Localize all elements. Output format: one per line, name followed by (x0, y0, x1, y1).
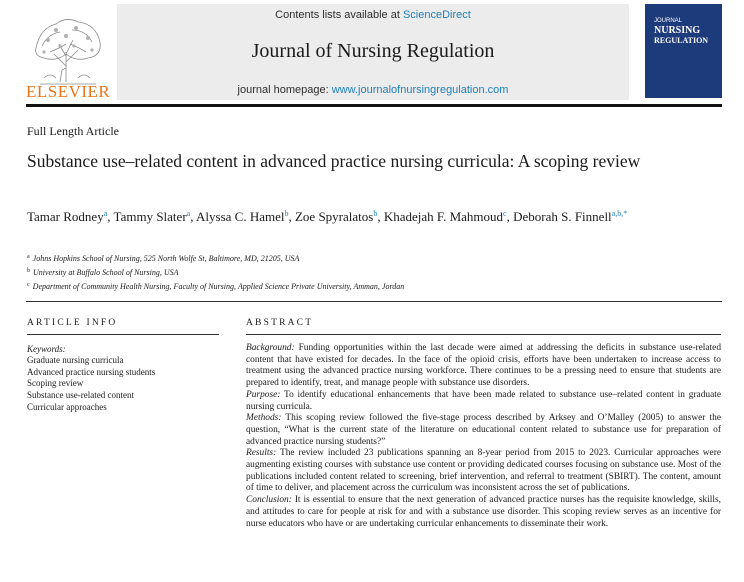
cover-line-2: NURSING (654, 25, 701, 36)
sciencedirect-link[interactable]: ScienceDirect (402, 9, 471, 21)
homepage-link[interactable]: www.journalofnursingregulation.com (331, 84, 509, 96)
contents-line (117, 9, 629, 21)
homepage-prefix: journal homepage: (237, 84, 332, 96)
article-type: Full Length Article (27, 124, 119, 138)
article-info-divider (27, 334, 219, 335)
author[interactable]: Deborah S. Finnell$^{a,b,*}$ (513, 209, 628, 224)
author[interactable]: Tammy Slater$^a$ (113, 209, 191, 224)
author[interactable]: Zoe Spyralatos$^b$ (294, 209, 378, 224)
affiliations (27, 251, 404, 293)
affiliation: $^a$ Johns Hopkins School of Nursing, 525 North Wolfe St, Baltimore, MD, 21205, USA (27, 254, 300, 263)
abstract-section-methods: Methods: This scoping review followed the five-stage process described by Arksey and O’Malley (2005) to answer the question, “What is the current state of the literature on educational content related to substance use for preparation of advanced practice nursing students?” (246, 413, 721, 447)
homepage-line (117, 84, 629, 96)
article-title: Substance use–related content in advanced practice nursing curricula: A scoping review (27, 151, 641, 171)
abstract-body (246, 343, 721, 530)
affiliation: $^b$ University at Buffalo School of Nursing, USA (27, 268, 179, 277)
publisher-name: ELSEVIER (26, 82, 111, 101)
keywords-list (27, 355, 155, 414)
author[interactable]: Tamar Rodney$^a$ (27, 209, 108, 224)
cover-line-1: JOURNAL (654, 18, 683, 24)
keyword: Scoping review (27, 378, 84, 389)
cover-line-3: REGULATION (654, 36, 709, 45)
keyword: Advanced practice nursing students (27, 366, 156, 377)
abstract-section-results: Results: The review included 23 publications spanning an 8-year period from 2015 to 2023. Curricular approaches were augmenting existing courses with substance use content or providing dedicated courses focusing on substance use. Most of the publications included content related to screening, brief intervention, and referral to treatment (SBIRT). The content, amount of time to deliver, and placement across the curriculum was inconsistent across the set of publications. (246, 448, 721, 494)
journal-cover-image (645, 4, 722, 98)
author[interactable]: Khadejah F. Mahmoud$^c$ (383, 209, 507, 224)
article-info-heading: ARTICLE INFO (27, 318, 118, 328)
abstract-section-conclusion: Conclusion: It is essential to ensure that the next generation of advanced practice nurses has the requisite knowledge, skills, and attitudes to care for people at risk for and with a substance use disorder. This scoping review serves as an incentive for nurse educators who have or are undertaking curricular enhancements to disseminate their work. (246, 495, 722, 529)
author[interactable]: Alyssa C. Hamel$^b$ (196, 209, 289, 224)
keyword: Substance use-related content (27, 390, 134, 401)
journal-name: Journal of Nursing Regulation (251, 40, 495, 62)
abstract-heading: ABSTRACT (246, 318, 314, 328)
abstract-section-background: Background: Funding opportunities within the last decade were aimed at addressing the deficits in substance use-related content that have existed for decades. In the face of the opioid crisis, efforts have been undertaken to increase access to treatment using the advanced practice nursing workforce. There continues to be a pressing need to ensure that students are prepared to identify, treat, and manage people with substance use disorders. (246, 343, 722, 389)
contents-prefix: Contents lists available at (275, 9, 403, 21)
header-divider (26, 104, 722, 107)
abstract-divider (246, 334, 721, 335)
abstract-section-purpose: Purpose: To identify educational enhancements that have been made related to substance use–related content in graduate nursing curricula. (246, 389, 721, 412)
keywords-label: Keywords: (27, 344, 66, 354)
author-list: Tamar Rodney$^a$, Tammy Slater$^a$, Alyssa C. Hamel$^b$, Zoe Spyralatos$^b$, Khadejah F. Mahmoud$^c$, Deborah S. Finnell$^{a,b,*}$ (27, 209, 628, 224)
keyword: Curricular approaches (27, 401, 107, 412)
keyword: Graduate nursing curricula (27, 355, 124, 365)
affiliation: $^c$ Department of Community Health Nursing, Faculty of Nursing, Applied Science Private University, Amman, Jordan (27, 282, 405, 291)
section-divider (26, 301, 722, 302)
